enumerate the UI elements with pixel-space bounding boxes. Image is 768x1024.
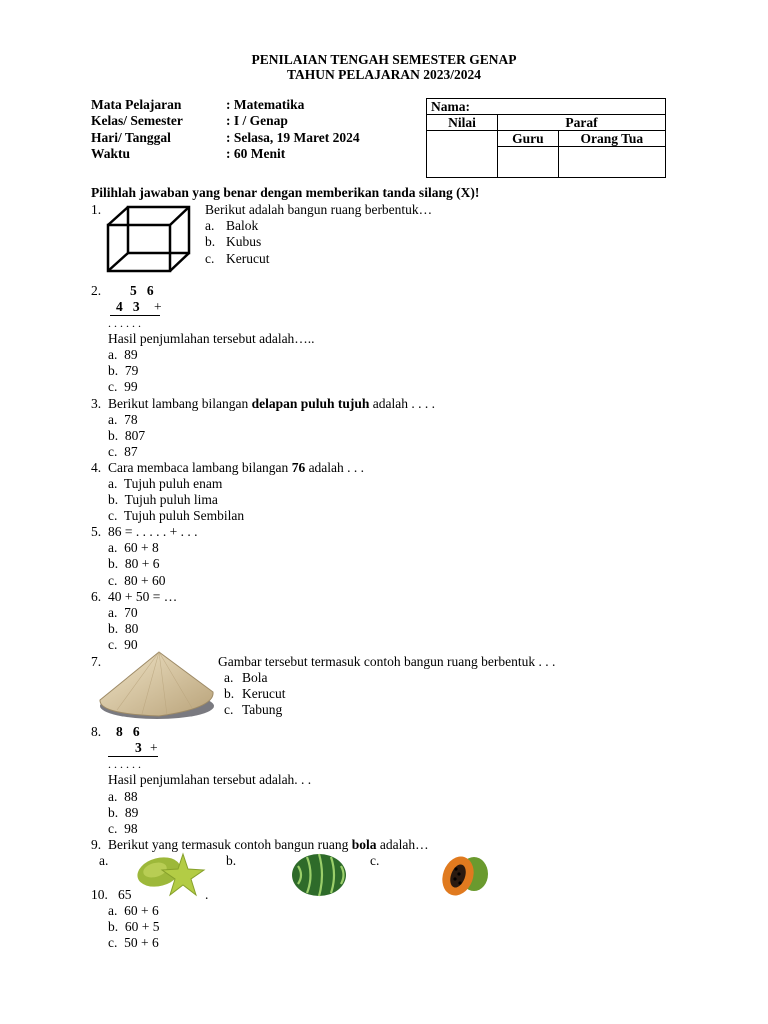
q8-option-a[interactable]: a. 88 — [108, 789, 138, 804]
q1-option-b-letter: b. — [205, 234, 216, 249]
instruction: Pilihlah jawaban yang benar dengan memberikan tanda silang (X)! — [91, 185, 480, 200]
q2-option-b[interactable]: b. 79 — [108, 363, 139, 378]
q8-bottom-number: 3 — [135, 740, 142, 755]
q8-top-number: 8 6 — [116, 724, 140, 739]
q9-text: Berikut yang termasuk contoh bangun ruang bola adalah… — [108, 837, 429, 852]
q1-option-a[interactable]: Balok — [226, 218, 259, 233]
starfruit-image — [135, 852, 207, 898]
q8-dots: . . . . . . — [108, 757, 141, 771]
name-field[interactable]: Nama: — [427, 99, 666, 115]
q10-dot: . — [205, 887, 209, 902]
q6-option-a[interactable]: a. 70 — [108, 605, 138, 620]
q1-option-b[interactable]: Kubus — [226, 234, 262, 249]
signature-table — [426, 98, 666, 178]
q4-option-a[interactable]: a. Tujuh puluh enam — [108, 476, 223, 491]
conical-hat-image — [97, 650, 215, 722]
teacher-signature-cell[interactable] — [498, 147, 559, 178]
q8-number: 8. — [91, 724, 102, 739]
q10-option-c[interactable]: c. 50 + 6 — [108, 935, 159, 950]
q8-plus: + — [150, 740, 158, 755]
q3-text: Berikut lambang bilangan delapan puluh tujuh adalah . . . . — [108, 396, 436, 411]
q2-plus: + — [154, 299, 162, 314]
exam-subtitle: TAHUN PELAJARAN 2023/2024 — [286, 67, 481, 82]
teacher-header: Guru — [498, 131, 559, 147]
signature-header: Paraf — [498, 115, 666, 131]
q5-text: 86 = . . . . . + . . . — [108, 524, 198, 539]
q6-option-c[interactable]: c. 90 — [108, 637, 138, 652]
info-value-time: : 60 Menit — [226, 146, 286, 161]
score-cell[interactable] — [427, 131, 498, 178]
q7-text: Gambar tersebut termasuk contoh bangun ruang berbentuk . . . — [218, 654, 556, 669]
info-value-subject: : Matematika — [226, 97, 305, 112]
q3-option-c[interactable]: c. 87 — [108, 444, 138, 459]
q9-option-a-letter[interactable]: a. — [99, 853, 109, 868]
q7-number: 7. — [91, 654, 102, 669]
q9-number: 9. — [91, 837, 102, 852]
q2-option-c[interactable]: c. 99 — [108, 379, 138, 394]
q2-bottom-number: 4 3 — [116, 299, 140, 314]
q4-text: Cara membaca lambang bilangan 76 adalah . . . — [108, 460, 365, 475]
q3-number: 3. — [91, 396, 102, 411]
info-value-date: : Selasa, 19 Maret 2024 — [226, 130, 360, 145]
parent-signature-cell[interactable] — [558, 147, 665, 178]
q10-option-a[interactable]: a. 60 + 6 — [108, 903, 159, 918]
q1-option-a-letter: a. — [205, 218, 215, 233]
q4-option-c[interactable]: c. Tujuh puluh Sembilan — [108, 508, 245, 523]
q3-option-a[interactable]: a. 78 — [108, 412, 138, 427]
q5-option-b[interactable]: b. 80 + 6 — [108, 556, 160, 571]
info-label-class: Kelas/ Semester — [91, 113, 183, 128]
q7-option-b-letter: b. — [224, 686, 235, 701]
q9-option-b-letter[interactable]: b. — [226, 853, 237, 868]
q10-text: 65 — [118, 887, 132, 902]
q1-option-c-letter: c. — [205, 251, 215, 266]
info-value-class: : I / Genap — [226, 113, 288, 128]
q2-number: 2. — [91, 283, 102, 298]
q7-option-a-letter: a. — [224, 670, 234, 685]
q3-option-b[interactable]: b. 807 — [108, 428, 146, 443]
q2-text: Hasil penjumlahan tersebut adalah….. — [108, 331, 315, 346]
q4-number: 4. — [91, 460, 102, 475]
q1-number: 1. — [91, 202, 102, 217]
q9-option-c-letter[interactable]: c. — [370, 853, 380, 868]
q8-text: Hasil penjumlahan tersebut adalah. . . — [108, 772, 312, 787]
q10-number: 10. — [91, 887, 108, 902]
info-label-time: Waktu — [91, 146, 131, 161]
q7-option-c-letter: c. — [224, 702, 234, 717]
q7-option-a[interactable]: Bola — [242, 670, 268, 685]
q5-option-c[interactable]: c. 80 + 60 — [108, 573, 166, 588]
watermelon-image — [290, 852, 348, 898]
q7-option-b[interactable]: Kerucut — [242, 686, 286, 701]
q10-option-b[interactable]: b. 60 + 5 — [108, 919, 160, 934]
q2-top-number: 5 6 — [130, 283, 154, 298]
q8-option-c[interactable]: c. 98 — [108, 821, 138, 836]
score-header: Nilai — [427, 115, 498, 131]
cube-image — [104, 203, 192, 275]
q2-option-a[interactable]: a. 89 — [108, 347, 138, 362]
q2-dots: . . . . . . — [108, 316, 141, 330]
q1-option-c[interactable]: Kerucut — [226, 251, 270, 266]
q5-number: 5. — [91, 524, 102, 539]
q5-option-a[interactable]: a. 60 + 8 — [108, 540, 159, 555]
exam-title: PENILAIAN TENGAH SEMESTER GENAP — [251, 52, 517, 67]
q6-number: 6. — [91, 589, 102, 604]
q6-text: 40 + 50 = … — [108, 589, 178, 604]
q8-option-b[interactable]: b. 89 — [108, 805, 139, 820]
q1-text: Berikut adalah bangun ruang berbentuk… — [205, 202, 433, 217]
q7-option-c[interactable]: Tabung — [242, 702, 283, 717]
info-label-subject: Mata Pelajaran — [91, 97, 182, 112]
q4-option-b[interactable]: b. Tujuh puluh lima — [108, 492, 218, 507]
parent-header: Orang Tua — [558, 131, 665, 147]
q6-option-b[interactable]: b. 80 — [108, 621, 139, 636]
info-label-date: Hari/ Tanggal — [91, 130, 171, 145]
papaya-image — [436, 852, 492, 898]
